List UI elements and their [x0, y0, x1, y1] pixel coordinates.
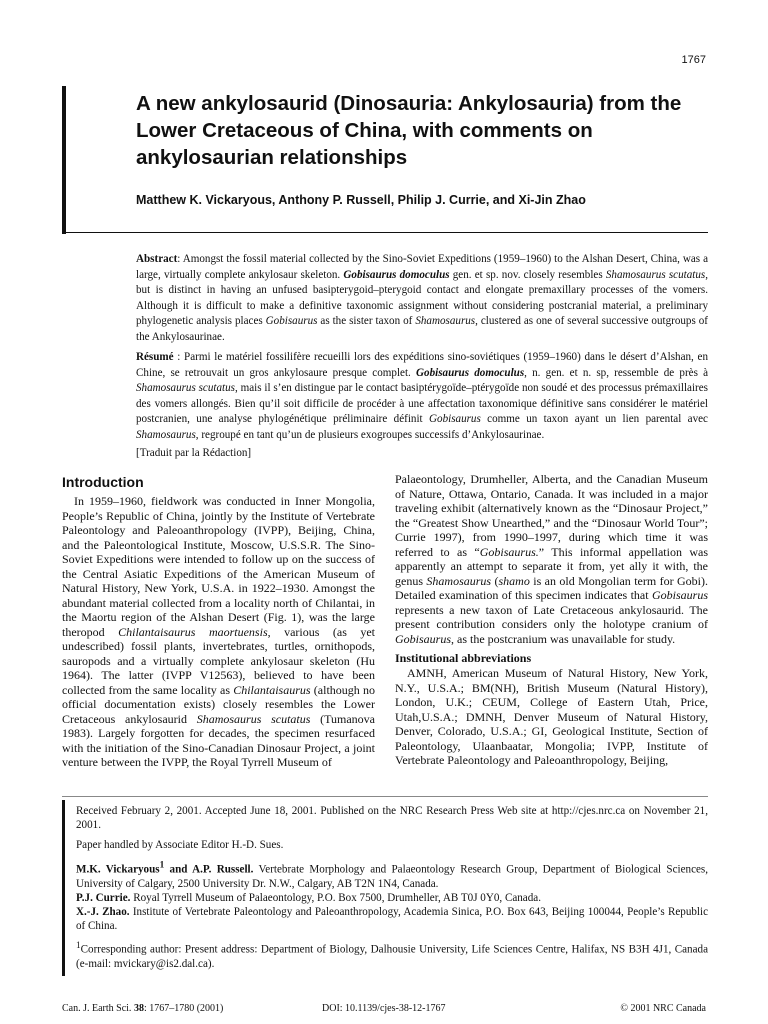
affiliation-2: P.J. Currie. Royal Tyrrell Museum of Palaeontology, P.O. Box 7500, Drumheller, AB T0J 0Y0, Canada. — [76, 891, 541, 904]
introduction-paragraph-1: In 1959–1960, fieldwork was conducted in Inner Mongolia, People’s Republic of China, jointly by the Institute of Vertebrate Paleontology and Paleoanthropology (IVPP), Beijing, China, and the Paleontological Institute, Moscow, U.S.S.R. The Sino-Soviet Expeditions were intended to follow up on the success of the Central Asiatic Expeditions of the American Museum of Natural History, New York, U.S.A. in 1922–1930. Amongst the abundant material collected from a locality north of Chilantai, in the Maortu region of the Alshan Desert (Fig. 1), was the large theropod Chilantaisaurus maortuensis, various (as yet undescribed) fossil plants, invertebrates, turtles, ornithopods, sauropods and a virtually complete ankylosaur skeleton (Hu 1964). The latter (IVPP V12563), believed to have been collected from the same locality as Chilantaisaurus (although no official documentation exists) closely resembles the Lower Cretaceous ankylosaurid Shamosaurus scutatus (Tumanova 1983). Largely forgotten for decades, the specimen resurfaced with the initiation of the Sino-Canadian Dinosaur Project, a joint venture between the IVPP, the Royal Tyrrell Museum of — [62, 494, 376, 769]
copyright: © 2001 NRC Canada — [620, 1003, 706, 1014]
introduction-paragraph-1-continued: Palaeontology, Drumheller, Alberta, and the Canadian Museum of Nature, Ottawa, Ontario, Canada. It was included in a major traveling exhibit (alternatively known as the “Dinosaur Project,” the “Greatest Show Unearthed,” and the “Dinosaur World Tour”; Currie 1997), from 1990–1997, during which time it was referred to as “Gobisaurus.” This informal appellation was apparently an attempt to separate it from, yet ally it with, the genus Shamosaurus (shamo is an old Mongolian term for Gobi). Detailed examination of this specimen indicates that Gobisaurus represents a new taxon of Late Cretaceous ankylosaurid. The present contribution considers only the holotype cranium of Gobisaurus, as the postcranium was unavailable for study. — [395, 472, 708, 646]
received-note: Received February 2, 2001. Accepted June 18, 2001. Published on the NRC Research Press Web site at http://cjes.nrc.ca on November 21, 2001. — [76, 805, 708, 832]
affiliation-1: M.K. Vickaryous$^1$ and A.P. Russell. Vertebrate Morphology and Palaeontology Research Group, Department of Biological Sciences, University of Calgary, 2500 University Dr. N.W., Calgary, AB T2N 1N4, Canada. — [76, 860, 709, 890]
title-rule — [62, 232, 708, 233]
title-side-bar — [62, 86, 66, 234]
affiliation-3: X.-J. Zhao. Institute of Vertebrate Paleontology and Paleoanthropology, Academia Sinica, P.O. Box 643, Beijing 100044, People’s Republic of China. — [76, 905, 709, 933]
author-list: Matthew K. Vickaryous, Anthony P. Russell, Philip J. Currie, and Xi-Jin Zhao — [136, 193, 586, 207]
institutional-abbreviations-heading: Institutional abbreviations — [395, 651, 532, 665]
institutional-abbreviations-text: AMNH, American Museum of Natural History, New York, N.Y., U.S.A.; BM(NH), British Museum (Natural History), London, U.K.; CEUM, College of Eastern Utah, Price, Utah,U.S.A.; DMNH, Denver Museum of Natural History, Denver, Colorado, U.S.A.; GI, Geological Institute, Section of Paleontology, Ulaanbaatar, Mongolia; IVPP, Institute of Vertebrate Paleontology and Paleoanthropology, Beijing, — [395, 666, 708, 767]
article-title: A new ankylosaurid (Dinosauria: Ankylosauria) from the Lower Cretaceous of China, with comments on ankylosaurian relationships — [136, 92, 682, 169]
doi: DOI: 10.1139/cjes-38-12-1767 — [322, 1003, 446, 1014]
introduction-heading: Introduction — [62, 474, 144, 490]
resume: Résumé : Parmi le matériel fossilifère recueilli lors des expéditions sino-soviétiques (1959–1960) dans le désert d’Alshan, en Chine, se retrouvait un gros ankylosaure presque complet. Gobisaurus domoculus, n. gen. et n. sp, ressemble de près à Shamosaurus scutatus, mais il s’en distingue par le contact basiptérygoïde–ptérygoïde non soudé et des processus prémaxillaires des vomers allongés. Bien qu’il soit difficile de procéder à une affectation taxonomique définitive sans considérer le matériel postcranien, une analyse phylogénétique préliminaire définit Gobisaurus comme un taxon ayant un lien parental avec Shamosaurus, regroupé en tant qu’un de plusieurs exogroupes successifs d’Ankylosaurinae. — [136, 351, 709, 441]
resume-label: Résumé — [136, 351, 174, 363]
abstract: Abstract: Amongst the fossil material collected by the Sino-Soviet Expeditions (1959–1960) to the Alshan Desert, China, was a large, virtually complete ankylosaur skeleton. Gobisaurus domoculus gen. et sp. nov. closely resembles Shamosaurus scutatus, but is distinct in having an unfused basipterygoid–pterygoid contact and elongate premaxillary processes of the vomers. Although it is difficult to make a definitive taxonomic assignment without considering postcranial material, a preliminary phylogenetic analysis places Gobisaurus as the sister taxon of Shamosaurus, clustered as one of several successive outgroups of the Ankylosaurinae. — [136, 253, 708, 343]
editor-note: Paper handled by Associate Editor H.-D. Sues. — [76, 839, 284, 852]
article-notes — [76, 804, 708, 977]
translation-note: [Traduit par la Rédaction] — [136, 447, 252, 459]
journal-citation: Can. J. Earth Sci. 38: 1767–1780 (2001) — [62, 1003, 224, 1014]
abstract-label: Abstract — [136, 253, 178, 265]
right-column — [395, 472, 708, 768]
corresponding-author: $^1$Corresponding author: Present address: Department of Biology, Dalhousie University, Life Sciences Centre, Halifax, NS B3H 4J1, Canada (e-mail: mvickary@is2.dal.ca). — [76, 941, 708, 971]
page-number: 1767 — [681, 54, 706, 66]
left-column — [62, 474, 375, 770]
notes-side-bar — [62, 800, 65, 976]
notes-rule — [62, 796, 708, 797]
